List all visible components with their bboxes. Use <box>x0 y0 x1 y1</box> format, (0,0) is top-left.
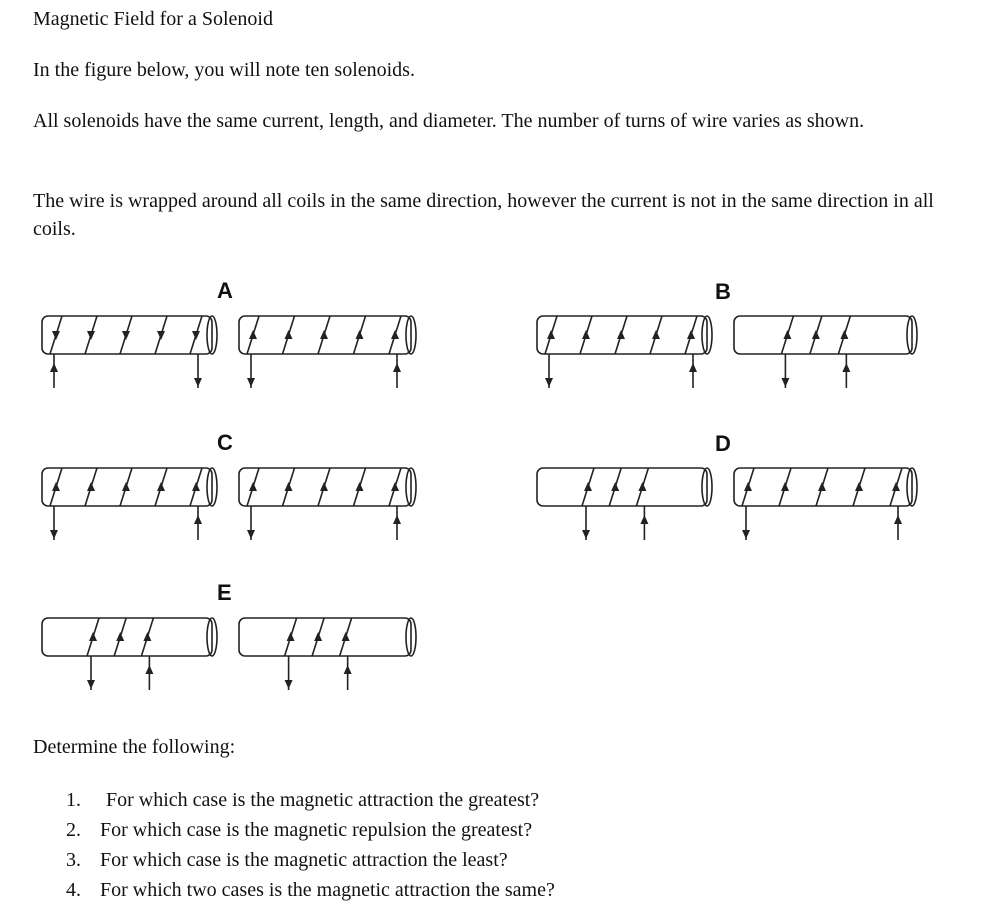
solenoid-tube <box>537 468 707 506</box>
solenoid-b-left <box>537 316 712 388</box>
solenoid-d-right <box>734 468 917 540</box>
label-d: D <box>715 431 731 456</box>
solenoid-tube <box>42 618 212 656</box>
question-item: 1. For which case is the magnetic attraction the greatest? <box>66 789 540 811</box>
question-item: 3. For which case is the magnetic attraction the least? <box>66 849 508 871</box>
label-b: B <box>715 279 731 304</box>
solenoid-b-right <box>734 316 917 388</box>
solenoid-tube <box>734 316 912 354</box>
question-item: 2. For which case is the magnetic repulsion the greatest? <box>66 819 533 841</box>
questions-heading: Determine the following: <box>33 736 236 758</box>
solenoid-a-right <box>239 316 416 388</box>
label-c: C <box>217 430 233 455</box>
solenoid-e-left <box>42 618 217 690</box>
page-title: Magnetic Field for a Solenoid <box>33 8 273 30</box>
solenoid-e-right <box>239 618 416 690</box>
solenoid-tube <box>239 618 411 656</box>
direction-paragraph: The wire is wrapped around all coils in the same direction, however the current is not in the same direction in all coils. <box>33 190 934 240</box>
solenoid-a-left <box>42 316 217 388</box>
intro-paragraph: In the figure below, you will note ten solenoids. <box>33 59 415 81</box>
solenoid-c-left <box>42 468 217 540</box>
label-a: A <box>217 278 233 303</box>
label-e: E <box>217 580 232 605</box>
question-item: 4. For which two cases is the magnetic attraction the same? <box>66 879 555 901</box>
conditions-paragraph: All solenoids have the same current, length, and diameter. The number of turns of wire varies as shown. <box>33 110 865 132</box>
questions-list <box>66 785 555 905</box>
solenoid-c-right <box>239 468 416 540</box>
solenoid-d-left <box>537 468 712 540</box>
